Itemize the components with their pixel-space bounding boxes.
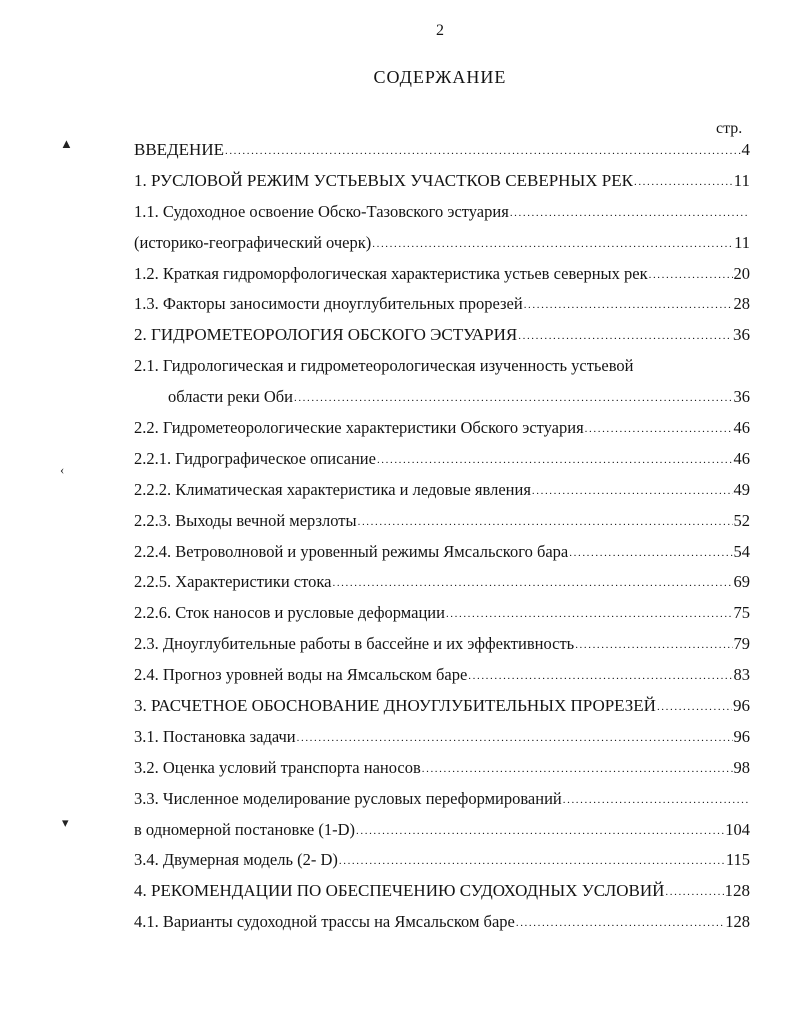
toc-entry-title: 2.4. Прогноз уровней воды на Ямсальском баре <box>134 665 468 685</box>
toc-entry-page: 49 <box>733 479 750 499</box>
toc-entry-line <box>134 787 750 809</box>
toc-entry-line <box>134 910 750 932</box>
toc-entry-line <box>134 725 750 747</box>
toc-entry-title: 1. РУСЛОВОЙ РЕЖИМ УСТЬЕВЫХ УЧАСТКОВ СЕВЕРНЫХ РЕК <box>134 170 633 190</box>
toc-entry-line <box>134 447 750 469</box>
toc-entry-line <box>134 354 750 376</box>
toc-entry-line <box>134 262 750 284</box>
toc-leader-dots <box>563 795 749 806</box>
toc-entry <box>134 663 750 694</box>
toc-entry-title: 2.2.6. Сток наносов и русловые деформации <box>134 603 445 623</box>
toc-leader-dots <box>422 764 733 775</box>
toc-entry-page: 115 <box>725 850 750 870</box>
toc-entry-line <box>134 879 750 901</box>
toc-leader-dots <box>532 486 733 497</box>
toc-entry <box>134 570 750 601</box>
toc-leader-dots <box>575 640 732 651</box>
toc-leader-dots <box>356 826 724 837</box>
toc-entry-page: 46 <box>733 418 750 438</box>
toc-entry <box>134 447 750 478</box>
toc-entry <box>134 848 750 879</box>
toc-entry-line <box>134 818 750 840</box>
toc-entry-line <box>134 632 750 654</box>
toc-leader-dots <box>297 733 733 744</box>
toc-leader-dots <box>510 208 749 219</box>
toc-entry-title: области реки Оби <box>168 387 293 407</box>
toc-entry-line <box>134 509 750 531</box>
toc-entry-page: 79 <box>733 634 750 654</box>
toc-entry-title: 4. РЕКОМЕНДАЦИИ ПО ОБЕСПЕЧЕНИЮ СУДОХОДНЫХ УСЛОВИЙ <box>134 881 665 901</box>
toc-entry-line <box>134 570 750 592</box>
toc-entry-page: 128 <box>724 881 750 901</box>
toc-entry-title: 1.3. Факторы заносимости дноуглубительных прорезей <box>134 294 523 314</box>
toc-leader-dots <box>468 671 732 682</box>
toc-entry-page: 75 <box>733 603 750 623</box>
toc-entry <box>134 323 750 354</box>
toc-leader-dots <box>332 578 732 589</box>
scan-mark: ▲ <box>60 136 73 151</box>
toc-leader-dots <box>446 609 733 620</box>
toc-entry-line <box>134 848 750 870</box>
toc-leader-dots <box>649 270 733 281</box>
toc-entry-line <box>134 601 750 623</box>
toc-entry-page: 54 <box>733 541 750 561</box>
toc-entry <box>134 879 750 910</box>
toc-leader-dots <box>339 856 725 867</box>
toc-entry-line <box>134 323 750 345</box>
toc-entry <box>134 416 750 447</box>
table-of-contents <box>134 138 750 941</box>
toc-entry-page: 11 <box>734 232 750 252</box>
toc-entry-title: 2.2. Гидрометеорологические характеристики Обского эстуария <box>134 418 584 438</box>
toc-entry <box>134 262 750 293</box>
toc-entry-title: в одномерной постановке (1-D) <box>134 819 356 839</box>
toc-entry <box>134 694 750 725</box>
toc-entry-page: 11 <box>733 170 750 190</box>
toc-entry-title: 1.2. Краткая гидроморфологическая характеристика устьев северных рек <box>134 263 648 283</box>
toc-entry-page: 104 <box>725 819 750 839</box>
toc-entry-title: (историко-географический очерк) <box>134 232 372 252</box>
toc-entry-page: 52 <box>733 510 750 530</box>
toc-entry <box>134 787 750 818</box>
toc-leader-dots <box>518 331 732 342</box>
toc-entry <box>134 354 750 385</box>
toc-entry <box>134 725 750 756</box>
toc-entry <box>134 200 750 231</box>
toc-entry <box>134 169 750 200</box>
toc-leader-dots <box>516 918 724 929</box>
toc-entry-line <box>134 200 750 222</box>
toc-entry-line <box>134 292 750 314</box>
toc-leader-dots <box>634 177 733 188</box>
toc-entry-title: 2.2.3. Выходы вечной мерзлоты <box>134 510 357 530</box>
toc-entry-line <box>134 540 750 562</box>
toc-entry-line <box>134 756 750 778</box>
scan-mark: ▾ <box>62 815 69 830</box>
pages-column-label: стр. <box>716 120 743 137</box>
toc-entry <box>134 601 750 632</box>
toc-entry-line <box>134 416 750 438</box>
toc-entry <box>134 632 750 663</box>
toc-entry-title: 2. ГИДРОМЕТЕОРОЛОГИЯ ОБСКОГО ЭСТУАРИЯ <box>134 325 518 345</box>
toc-entry <box>134 509 750 540</box>
toc-entry <box>134 478 750 509</box>
toc-entry <box>134 756 750 787</box>
toc-entry-page: 98 <box>733 757 750 777</box>
toc-entry-title: 2.1. Гидрологическая и гидрометеорологическая изученность устьевой <box>134 356 634 376</box>
toc-entry-title: 3.1. Постановка задачи <box>134 726 296 746</box>
toc-entry-line <box>134 169 750 191</box>
toc-entry-page: 36 <box>733 325 750 345</box>
toc-entry-title: 2.2.1. Гидрографическое описание <box>134 448 376 468</box>
toc-entry <box>134 138 750 169</box>
toc-leader-dots <box>294 393 733 404</box>
toc-entry-title: 1.1. Судоходное освоение Обско-Тазовского эстуария <box>134 201 509 221</box>
toc-entry-title: 4.1. Варианты судоходной трассы на Ямсальском баре <box>134 912 515 932</box>
toc-entry-page: 20 <box>733 263 750 283</box>
toc-leader-dots <box>372 239 733 250</box>
toc-entry-page: 128 <box>725 912 750 932</box>
toc-entry-title: 2.2.5. Характеристики стока <box>134 572 332 592</box>
page-number: 2 <box>436 22 444 39</box>
toc-entry-line <box>134 478 750 500</box>
toc-entry-line <box>134 231 750 253</box>
toc-entry-page: 83 <box>733 665 750 685</box>
toc-entry-title: 3.4. Двумерная модель (2- D) <box>134 850 338 870</box>
toc-entry-page: 46 <box>733 448 750 468</box>
toc-entry-title: ВВЕДЕНИЕ <box>134 140 224 159</box>
toc-entry <box>134 385 750 416</box>
toc-leader-dots <box>569 548 732 559</box>
toc-leader-dots <box>225 146 741 157</box>
toc-entry-line <box>134 663 750 685</box>
toc-entry-page: 69 <box>733 572 750 592</box>
toc-entry-title: 2.2.4. Ветроволновой и уровенный режимы Ямсальского бара <box>134 541 569 561</box>
toc-entry-title: 3.3. Численное моделирование русловых переформирований <box>134 788 562 808</box>
toc-entry-line <box>134 694 750 716</box>
page-title: СОДЕРЖАНИЕ <box>373 67 507 87</box>
toc-entry-title: 3.2. Оценка условий транспорта наносов <box>134 757 421 777</box>
toc-leader-dots <box>358 517 733 528</box>
toc-entry <box>134 540 750 571</box>
toc-entry <box>134 818 750 849</box>
toc-leader-dots <box>657 702 732 713</box>
toc-leader-dots <box>665 887 723 898</box>
toc-entry-title: 2.2.2. Климатическая характеристика и ледовые явления <box>134 479 531 499</box>
toc-entry-line <box>134 385 750 407</box>
toc-entry-line <box>134 138 750 160</box>
toc-entry <box>134 910 750 941</box>
toc-entry-page: 36 <box>733 387 750 407</box>
scan-mark: ‹ <box>60 462 65 477</box>
toc-entry-title: 2.3. Дноуглубительные работы в бассейне и их эффективность <box>134 634 575 654</box>
toc-entry <box>134 231 750 262</box>
toc-entry-page: 96 <box>733 726 750 746</box>
toc-entry-title: 3. РАСЧЕТНОЕ ОБОСНОВАНИЕ ДНОУГЛУБИТЕЛЬНЫХ ПРОРЕЗЕЙ <box>134 696 656 716</box>
toc-leader-dots <box>377 455 733 466</box>
toc-entry <box>134 292 750 323</box>
toc-entry-page: 96 <box>733 696 750 716</box>
toc-leader-dots <box>585 424 733 435</box>
toc-entry-page: 28 <box>733 294 750 314</box>
toc-entry-page: 4 <box>741 140 750 159</box>
toc-leader-dots <box>524 300 733 311</box>
